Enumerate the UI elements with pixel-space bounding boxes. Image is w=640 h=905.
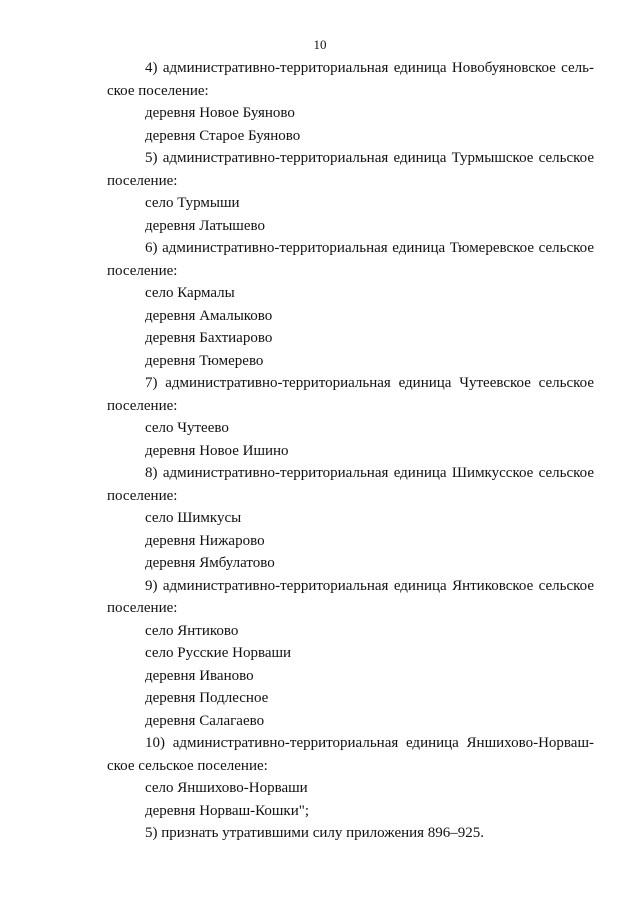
text-line: деревня Подлесное xyxy=(145,690,269,706)
text-line: 5) административно-территориальная единица Турмышское сельское xyxy=(145,150,594,166)
text-line: поселение: xyxy=(107,600,178,616)
text-line: ское поселение: xyxy=(107,82,209,99)
text-line: 7) административно-территориальная единица Чутеевское сельское xyxy=(145,375,594,391)
text-line: поселение: xyxy=(107,172,178,189)
text-line: село Янтиково xyxy=(145,622,239,639)
text-line: поселение: xyxy=(107,397,178,414)
text-line: деревня Амалыково xyxy=(145,307,273,324)
text-line: село Шимкусы xyxy=(145,510,242,526)
text-line: деревня Бахтиарово xyxy=(145,330,273,346)
document-body xyxy=(107,57,594,845)
text-line: село Турмыши xyxy=(145,195,240,211)
text-line: деревня Ямбулатово xyxy=(145,555,275,571)
text-line: 10) административно-территориальная единица Яншихово-Норваш- xyxy=(145,735,594,751)
text-line: деревня Новое Буяново xyxy=(145,105,295,121)
text-line: 5) признать утратившими силу приложения 896–925. xyxy=(145,825,485,841)
text-line: деревня Тюмерево xyxy=(145,352,264,369)
text-line: поселение: xyxy=(107,487,178,504)
text-line: село Яншихово-Норваши xyxy=(145,780,308,796)
text-line: 8) административно-территориальная единица Шимкусское сельское xyxy=(145,465,594,481)
text-line: деревня Норваш-Кошки"; xyxy=(145,802,310,819)
page-number: 10 xyxy=(313,37,327,52)
text-line: деревня Старое Буяново xyxy=(145,127,301,144)
text-line: 6) административно-территориальная единица Тюмеревское сельское xyxy=(145,240,594,256)
text-line: деревня Иваново xyxy=(145,667,254,684)
text-line: деревня Латышево xyxy=(145,217,265,234)
text-line: 4) административно-территориальная единица Новобуяновское сель- xyxy=(145,60,594,76)
text-line: поселение: xyxy=(107,262,178,279)
text-line: деревня Салагаево xyxy=(145,712,265,729)
text-line: село Русские Норваши xyxy=(145,645,292,661)
text-line: деревня Новое Ишино xyxy=(145,442,289,459)
text-line: село Кармалы xyxy=(145,285,235,301)
text-line: ское сельское поселение: xyxy=(107,757,268,774)
text-line: деревня Нижарово xyxy=(145,532,265,549)
text-line: село Чутеево xyxy=(145,420,229,436)
text-line: 9) административно-территориальная единица Янтиковское сельское xyxy=(145,577,594,594)
